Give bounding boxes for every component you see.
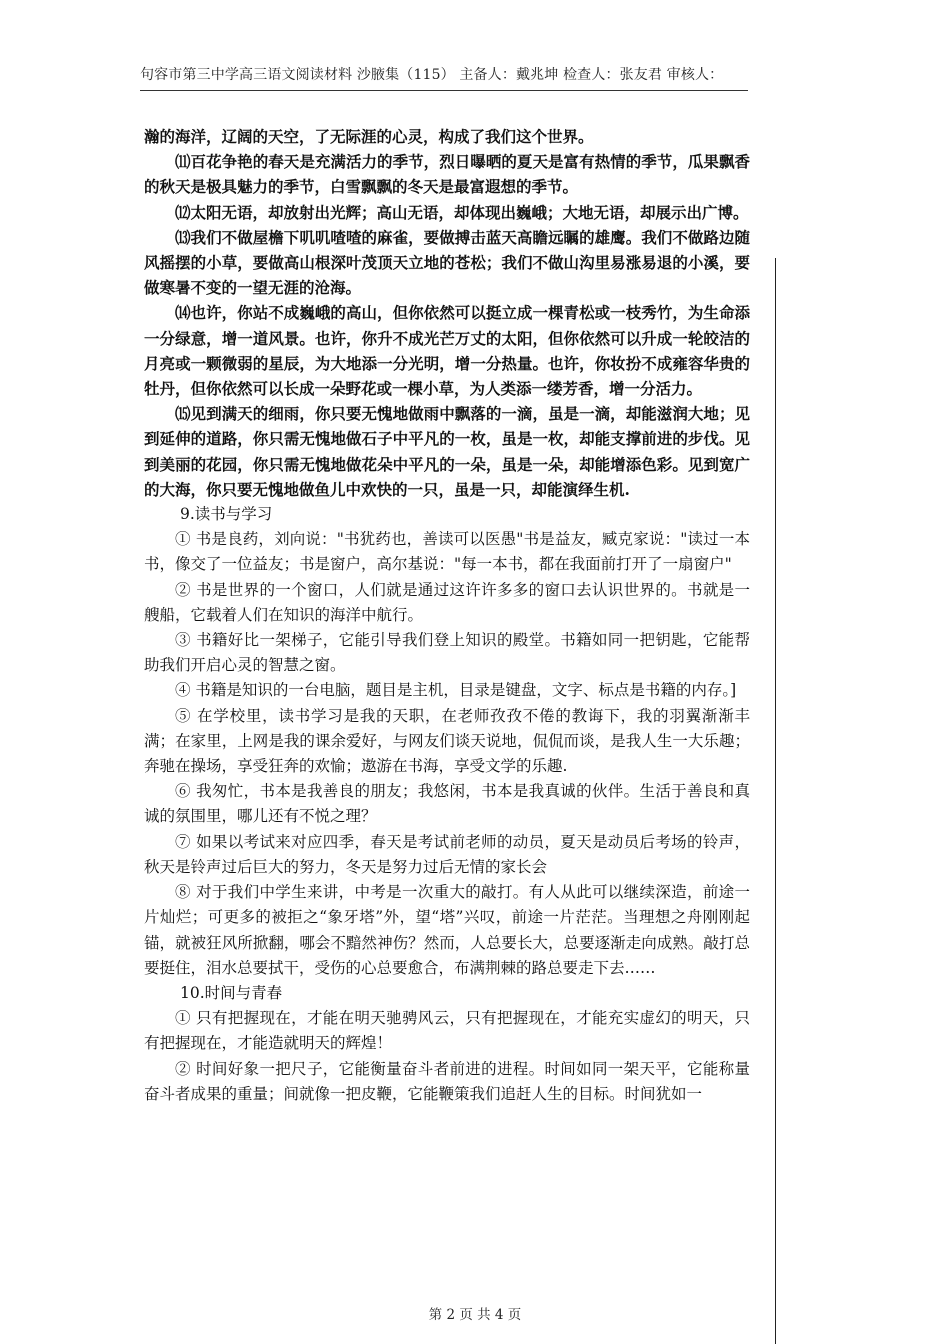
page-header: 句容市第三中学高三语文阅读材料 沙腋集（115） 主备人：戴兆坤 检查人：张友君 审核人：: [140, 67, 724, 83]
section-heading: 10.时间与青春: [180, 983, 283, 1002]
paragraph: ⒀我们不做屋檐下叽叽喳喳的麻雀，要做搏击蓝天高瞻远瞩的雄鹰。我们不做路边随风摇摆的小草，要做高山根深叶茂顶天立地的苍松；我们不做山沟里易涨易退的小溪，要做寒暑不变的一望无涯的沧海。: [144, 227, 750, 298]
paragraph: ⑦ 如果以考试来对应四季，春天是考试前老师的动员，夏天是动员后考场的铃声，秋天是铃声过后巨大的努力，冬天是努力过后无情的家长会: [144, 832, 750, 876]
margin-rule: [775, 258, 776, 1344]
paragraph: ⑿太阳无语，却放射出光辉；高山无语，却体现出巍峨；大地无语，却展示出广博。: [175, 202, 749, 222]
paragraph: ② 书是世界的一个窗口，人们就是通过这许许多多的窗口去认识世界的。书就是一艘船，它载着人们在知识的海洋中航行。: [144, 580, 750, 624]
paragraph: ③ 书籍好比一架梯子，它能引导我们登上知识的殿堂。书籍如同一把钥匙，它能帮助我们开启心灵的智慧之窗。: [144, 631, 750, 675]
paragraph: ② 时间好象一把尺子，它能衡量奋斗者前进的进程。时间如同一架天平，它能称量奋斗者成果的重量；间就像一把皮鞭，它能鞭策我们追赶人生的目标。时间犹如一: [144, 1059, 750, 1103]
paragraph: ⑾百花争艳的春天是充满活力的季节，烈日曝晒的夏天是富有热情的季节，瓜果飘香的秋天是极具魅力的季节，白雪飘飘的冬天是最富遐想的季节。: [144, 152, 750, 197]
document-body: [144, 124, 750, 1107]
paragraph: ① 书是良药，刘向说："书犹药也，善读可以医愚"书是益友，臧克家说："读过一本书，像交了一位益友；书是窗户，高尔基说："每一本书，都在我面前打开了一扇窗户": [144, 530, 750, 574]
header-rule: [140, 90, 748, 91]
paragraph: ⒂见到满天的细雨，你只要无愧地做雨中飘落的一滴，虽是一滴，却能滋润大地；见到延伸的道路，你只需无愧地做石子中平凡的一枚，虽是一枚，却能支撑前进的步伐。见到美丽的花园，你只需无愧地做花朵中平凡的一朵，虽是一朵，却能增添色彩。见到宽广的大海，你只要无愧地做鱼儿中欢快的一只，虽是一只，却能演绎生机.: [144, 404, 750, 499]
page-footer: 第 2 页 共 4 页: [428, 1307, 522, 1323]
paragraph: 瀚的海洋，辽阔的天空，了无际涯的心灵，构成了我们这个世界。: [144, 127, 594, 146]
paragraph: ④ 书籍是知识的一台电脑，题目是主机，目录是键盘，文字、标点是书籍的内存。]: [175, 681, 737, 700]
paragraph: ⒁也许，你站不成巍峨的高山，但你依然可以挺立成一棵青松或一枝秀竹，为生命添一分绿意，增一道风景。也许，你升不成光芒万丈的太阳，但你依然可以升成一轮皎洁的月亮或一颗微弱的星辰，为大地添一分光明，增一分热量。也许，你妆扮不成雍容华贵的牡丹，但你依然可以长成一朵野花或一棵小草，为人类添一缕芳香，增一分活力。: [144, 303, 750, 399]
section-heading: 9.读书与学习: [180, 505, 273, 524]
paragraph: ① 只有把握现在，才能在明天驰骋风云，只有把握现在，才能充实虚幻的明天，只有把握现在，才能造就明天的辉煌！: [144, 1009, 750, 1053]
paragraph: ⑥ 我匆忙，书本是我善良的朋友；我悠闲，书本是我真诚的伙伴。生活于善良和真诚的氛围里，哪儿还有不悦之理？: [144, 782, 750, 826]
paragraph: ⑤ 在学校里，读书学习是我的天职，在老师孜孜不倦的教诲下，我的羽翼渐渐丰满；在家里，上网是我的课余爱好，与网友们谈天说地，侃侃而谈，是我人生一大乐趣；奔驰在操场，享受狂奔的欢愉；遨游在书海，享受文学的乐趣.: [144, 706, 750, 776]
paragraph: ⑧ 对于我们中学生来讲，中考是一次重大的敲打。有人从此可以继续深造，前途一片灿烂；可更多的被拒之“象牙塔”外，望“塔”兴叹，前途一片茫茫。当理想之舟刚刚起锚，就被狂风所掀翻，哪会不黯然神伤？然而，人总要长大，总要逐渐走向成熟。敲打总要挺住，泪水总要拭干，受伤的心总要愈合，布满荆棘的路总要走下去……: [144, 883, 750, 977]
